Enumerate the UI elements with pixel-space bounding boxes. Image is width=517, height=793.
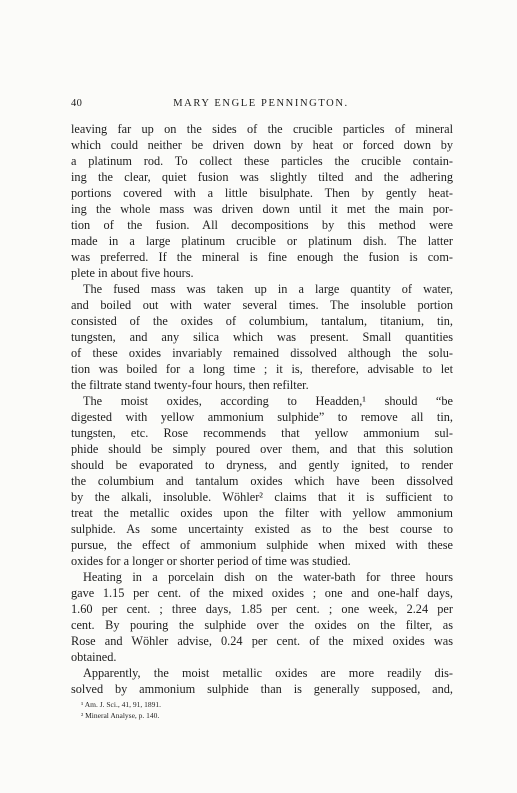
text-line: made in a large platinum crucible or platinum dish. The latter [71,234,453,248]
text-line: Apparently, the moist metallic oxides are more readily dis- [83,666,453,680]
footnote: ² Mineral Analyse, p. 140. [81,711,160,720]
text-line: treat the metallic oxides upon the filter with yellow ammonium [71,506,453,520]
text-line: Rose and Wöhler advise, 0.24 per cent. of the mixed oxides was [71,634,453,648]
text-line: tungsten, etc. Rose recommends that yellow ammonium sul- [71,426,453,440]
text-line: was preferred. If the mineral is fine enough the fusion is com- [71,250,453,264]
text-line: gave 1.15 per cent. of the mixed oxides ; one and one-half days, [71,586,453,600]
text-line: phide should be simply poured over them, and that this solution [71,442,453,456]
text-line: 1.60 per cent. ; three days, 1.85 per cent. ; one week, 2.24 per [71,602,453,616]
text-line: consisted of the oxides of columbium, tantalum, titanium, tin, [71,314,453,328]
text-line: the filtrate stand twenty-four hours, then refilter. [71,378,309,392]
text-line: oxides for a longer or shorter period of time was studied. [71,554,351,568]
page-number: 40 [71,98,83,109]
text-line: tungsten, and any silica which was present. Small quantities [71,330,453,344]
text-line: leaving far up on the sides of the crucible particles of mineral [71,122,453,136]
text-line: ing the clear, quiet fusion was slightly tilted and the adhering [71,170,453,184]
footnotes [71,699,453,721]
text-line: portions covered with a little bisulphate. Then by gently heat- [71,186,453,200]
text-line: digested with yellow ammonium sulphide” to remove all tin, [71,410,453,424]
text-line: ing the whole mass was driven down until it met the main por- [71,202,453,216]
text-line: a platinum rod. To collect these particles the crucible contain- [71,154,453,168]
text-line: obtained. [71,650,117,664]
text-line: which could neither be driven down by heat or forced down by [71,138,453,152]
text-line: and boiled out with water several times. The insoluble portion [71,298,453,312]
text-line: the columbium and tantalum oxides which have been dissolved [71,474,453,488]
text-line: The fused mass was taken up in a large quantity of water, [83,282,453,296]
text-line: solved by ammonium sulphide than is generally supposed, and, [71,682,453,696]
text-line: tion was boiled for a long time ; it is, therefore, advisable to let [71,362,453,376]
text-line: by the alkali, insoluble. Wöhler² claims that it is sufficient to [71,490,453,504]
text-line: pursue, the effect of ammonium sulphide when mixed with these [71,538,453,552]
text-line: sulphide. As some uncertainty existed as to the best course to [71,522,453,536]
text-line: of these oxides invariably remained dissolved although the solu- [71,346,453,360]
text-line: The moist oxides, according to Headden,¹ should “be [83,394,453,408]
running-header [71,98,451,114]
text-line: should be evaporated to dryness, and gently ignited, to render [71,458,453,472]
text-line: tion of the fusion. All decompositions by this method were [71,218,453,232]
body-text [71,121,453,721]
footnote: ¹ Am. J. Sci., 41, 91, 1891. [81,700,161,709]
text-line: plete in about five hours. [71,266,194,280]
text-line: cent. By pouring the sulphide over the oxides on the filter, as [71,618,453,632]
text-line: Heating in a porcelain dish on the water-bath for three hours [83,570,453,584]
running-title: MARY ENGLE PENNINGTON. [173,98,349,109]
